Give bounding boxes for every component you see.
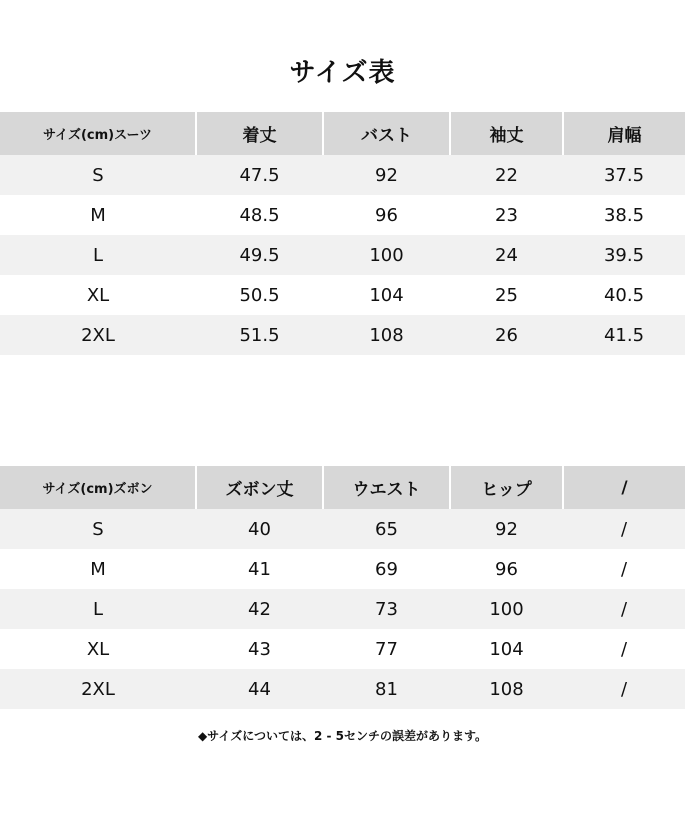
table-cell: 43 xyxy=(196,629,323,669)
header-size-pants: サイズ(cm)ズボン xyxy=(0,466,196,509)
table-cell: 39.5 xyxy=(563,235,685,275)
table-row xyxy=(0,669,685,709)
table-header-row xyxy=(0,112,685,155)
table-cell: M xyxy=(0,195,196,235)
table-row xyxy=(0,235,685,275)
table-cell: 96 xyxy=(323,195,450,235)
table-cell: M xyxy=(0,549,196,589)
table-row xyxy=(0,589,685,629)
table-cell: 26 xyxy=(450,315,563,355)
table-cell: 77 xyxy=(323,629,450,669)
table-cell: 48.5 xyxy=(196,195,323,235)
header-pants-length: ズボン丈 xyxy=(196,466,323,509)
table-cell: 104 xyxy=(323,275,450,315)
table-cell: 51.5 xyxy=(196,315,323,355)
suit-size-table xyxy=(0,112,685,355)
header-bust: バスト xyxy=(323,112,450,155)
table-cell: 49.5 xyxy=(196,235,323,275)
header-shoulder: 肩幅 xyxy=(563,112,685,155)
table-row xyxy=(0,629,685,669)
table-row xyxy=(0,315,685,355)
table-cell: S xyxy=(0,509,196,549)
table-cell: L xyxy=(0,589,196,629)
table-cell: / xyxy=(563,549,685,589)
size-tolerance-note: ◆サイズについては、2 - 5センチの誤差があります。 xyxy=(197,729,488,743)
header-size-suit: サイズ(cm)スーツ xyxy=(0,112,196,155)
table-cell: / xyxy=(563,669,685,709)
table-cell: / xyxy=(563,589,685,629)
table-cell: 41.5 xyxy=(563,315,685,355)
pants-size-table xyxy=(0,466,685,709)
table-row xyxy=(0,155,685,195)
table-cell: XL xyxy=(0,629,196,669)
table-cell: 2XL xyxy=(0,669,196,709)
table-cell: 92 xyxy=(450,509,563,549)
header-waist: ウエスト xyxy=(323,466,450,509)
table-cell: 81 xyxy=(323,669,450,709)
table-cell: 108 xyxy=(450,669,563,709)
table-cell: 73 xyxy=(323,589,450,629)
table-header-row xyxy=(0,466,685,509)
table-cell: S xyxy=(0,155,196,195)
header-length: 着丈 xyxy=(196,112,323,155)
table-cell: 40 xyxy=(196,509,323,549)
table-row xyxy=(0,275,685,315)
table-cell: 108 xyxy=(323,315,450,355)
table-cell: 25 xyxy=(450,275,563,315)
table-cell: 23 xyxy=(450,195,563,235)
table-row xyxy=(0,195,685,235)
table-cell: 100 xyxy=(450,589,563,629)
table-cell: L xyxy=(0,235,196,275)
table-cell: / xyxy=(563,629,685,669)
table-cell: XL xyxy=(0,275,196,315)
table-cell: 41 xyxy=(196,549,323,589)
table-cell: 40.5 xyxy=(563,275,685,315)
table-cell: 42 xyxy=(196,589,323,629)
table-cell: 24 xyxy=(450,235,563,275)
header-blank: / xyxy=(563,466,685,509)
table-cell: 92 xyxy=(323,155,450,195)
table-cell: 22 xyxy=(450,155,563,195)
table-row xyxy=(0,549,685,589)
table-cell: / xyxy=(563,509,685,549)
table-cell: 96 xyxy=(450,549,563,589)
table-cell: 50.5 xyxy=(196,275,323,315)
table-cell: 47.5 xyxy=(196,155,323,195)
table-cell: 38.5 xyxy=(563,195,685,235)
table-cell: 2XL xyxy=(0,315,196,355)
table-cell: 69 xyxy=(323,549,450,589)
table-cell: 65 xyxy=(323,509,450,549)
page-title: サイズ表 xyxy=(289,58,396,88)
header-hip: ヒップ xyxy=(450,466,563,509)
table-cell: 44 xyxy=(196,669,323,709)
table-cell: 100 xyxy=(323,235,450,275)
table-cell: 37.5 xyxy=(563,155,685,195)
table-cell: 104 xyxy=(450,629,563,669)
table-row xyxy=(0,509,685,549)
header-sleeve: 袖丈 xyxy=(450,112,563,155)
